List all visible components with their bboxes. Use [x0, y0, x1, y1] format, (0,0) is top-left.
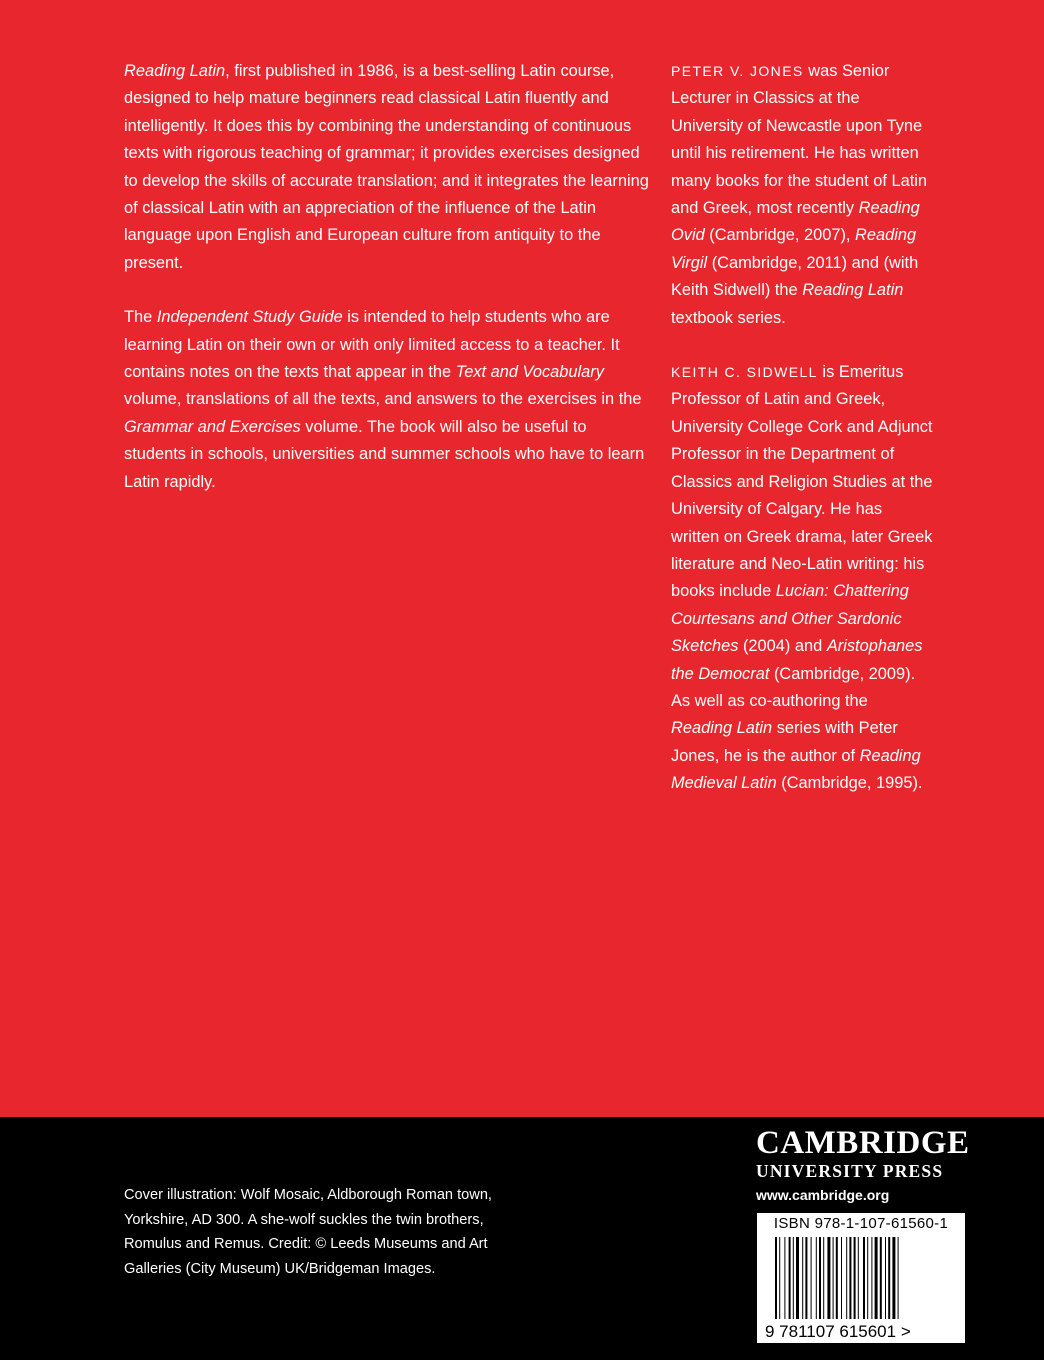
barcode-bar: [816, 1237, 817, 1319]
author-bio-sidwell: KEITH C. SIDWELL is Emeritus Professor of Latin and Greek, University College Cork and Adjunct Professor in the Department of Classics and Religion Studies at the University of Calgary. He has written on Greek drama, later Greek literature and Neo-Latin writing: his books include Lucian: Chattering Courtesans and Other Sardonic Sketches (2004) and Aristophanes the Democrat (Cambridge, 2009). As well as co-authoring the Reading Latin series with Peter Jones, he is the author of Reading Medieval Latin (Cambridge, 1995).: [671, 363, 933, 793]
barcode-bar: [885, 1237, 886, 1319]
blurb: [124, 58, 652, 523]
barcode-bar: [779, 1237, 780, 1319]
barcode-bar: [854, 1237, 856, 1319]
barcode-graphic: [757, 1213, 965, 1343]
barcode-bar: [898, 1237, 899, 1319]
barcode-bar: [789, 1237, 791, 1319]
author-name: KEITH C. SIDWELL: [671, 364, 818, 381]
barcode-digits: 9 781107 615601 >: [765, 1322, 911, 1341]
barcode-bar: [888, 1237, 890, 1319]
publisher-name: CAMBRIDGE: [756, 1125, 970, 1161]
barcode-bar: [858, 1237, 859, 1319]
barcode-bar: [867, 1237, 868, 1319]
barcode-bar: [796, 1237, 799, 1319]
book-title: Reading Latin: [124, 62, 226, 80]
barcode-bar: [793, 1237, 794, 1319]
author-bio-jones: PETER V. JONES was Senior Lecturer in Classics at the University of Newcastle upon Tyne until his retirement. He has written many books for the student of Latin and Greek, most recently Reading Ovid (Cambridge, 2007), Reading Virgil (Cambridge, 2011) and (with Keith Sidwell) the Reading Latin textbook series.: [671, 62, 928, 327]
barcode-bar: [846, 1237, 847, 1319]
barcode-bar: [805, 1237, 807, 1319]
barcode-bar: [880, 1237, 882, 1319]
blurb-paragraph-2: The Independent Study Guide is intended to help students who are learning Latin on their own or with only limited access to a teacher. It contains notes on the texts that appear in the Text and Vocabulary volume, translations of all the texts, and answers to the exercises in the Grammar and Exercises volume. The book will also be useful to students in schools, universities and summer schools who have to learn Latin rapidly.: [124, 308, 645, 491]
barcode-bar: [863, 1237, 865, 1319]
barcode-bar: [811, 1237, 812, 1319]
blurb-paragraph-1: Reading Latin, first published in 1986, is a best-selling Latin course, designed to help mature beginners read classical Latin fluently and intelligently. It does this by combining the understanding of continuous texts with rigorous teaching of grammar; it provides exercises designed to develop the skills of accurate translation; and it integrates the learning of classical Latin with an appreciation of the influence of the Latin language upon English and European culture from antiquity to the present.: [124, 62, 649, 272]
barcode: [756, 1212, 966, 1344]
barcode-bar: [827, 1237, 830, 1319]
publisher-sub: UNIVERSITY PRESS: [756, 1161, 944, 1181]
cover-credit: Cover illustration: Wolf Mosaic, Aldborough Roman town, Yorkshire, AD 300. A she-wolf suckles the twin brothers, Romulus and Remus. Credit: © Leeds Museums and Art Galleries (City Museum) UK/Bridgeman Images.: [124, 1187, 492, 1277]
isbn-label: ISBN 978-1-107-61560-1: [773, 1215, 949, 1232]
barcode-bar: [836, 1237, 838, 1319]
barcode-bar: [819, 1237, 821, 1319]
publisher-logo: [756, 1125, 986, 1209]
publisher-url: www.cambridge.org: [756, 1187, 890, 1203]
barcode-bar: [841, 1237, 842, 1319]
barcode-bar: [775, 1237, 777, 1319]
footer-band: [0, 1117, 1044, 1360]
barcode-bar: [849, 1237, 851, 1319]
author-bios: [671, 58, 933, 825]
barcode-bar: [833, 1237, 834, 1319]
barcode-bar: [871, 1237, 872, 1319]
barcode-bar: [875, 1237, 878, 1319]
barcode-bar: [784, 1237, 785, 1319]
barcode-bar: [802, 1237, 803, 1319]
barcode-bar: [823, 1237, 824, 1319]
barcode-bar: [892, 1237, 895, 1319]
author-name: PETER V. JONES: [671, 63, 804, 79]
